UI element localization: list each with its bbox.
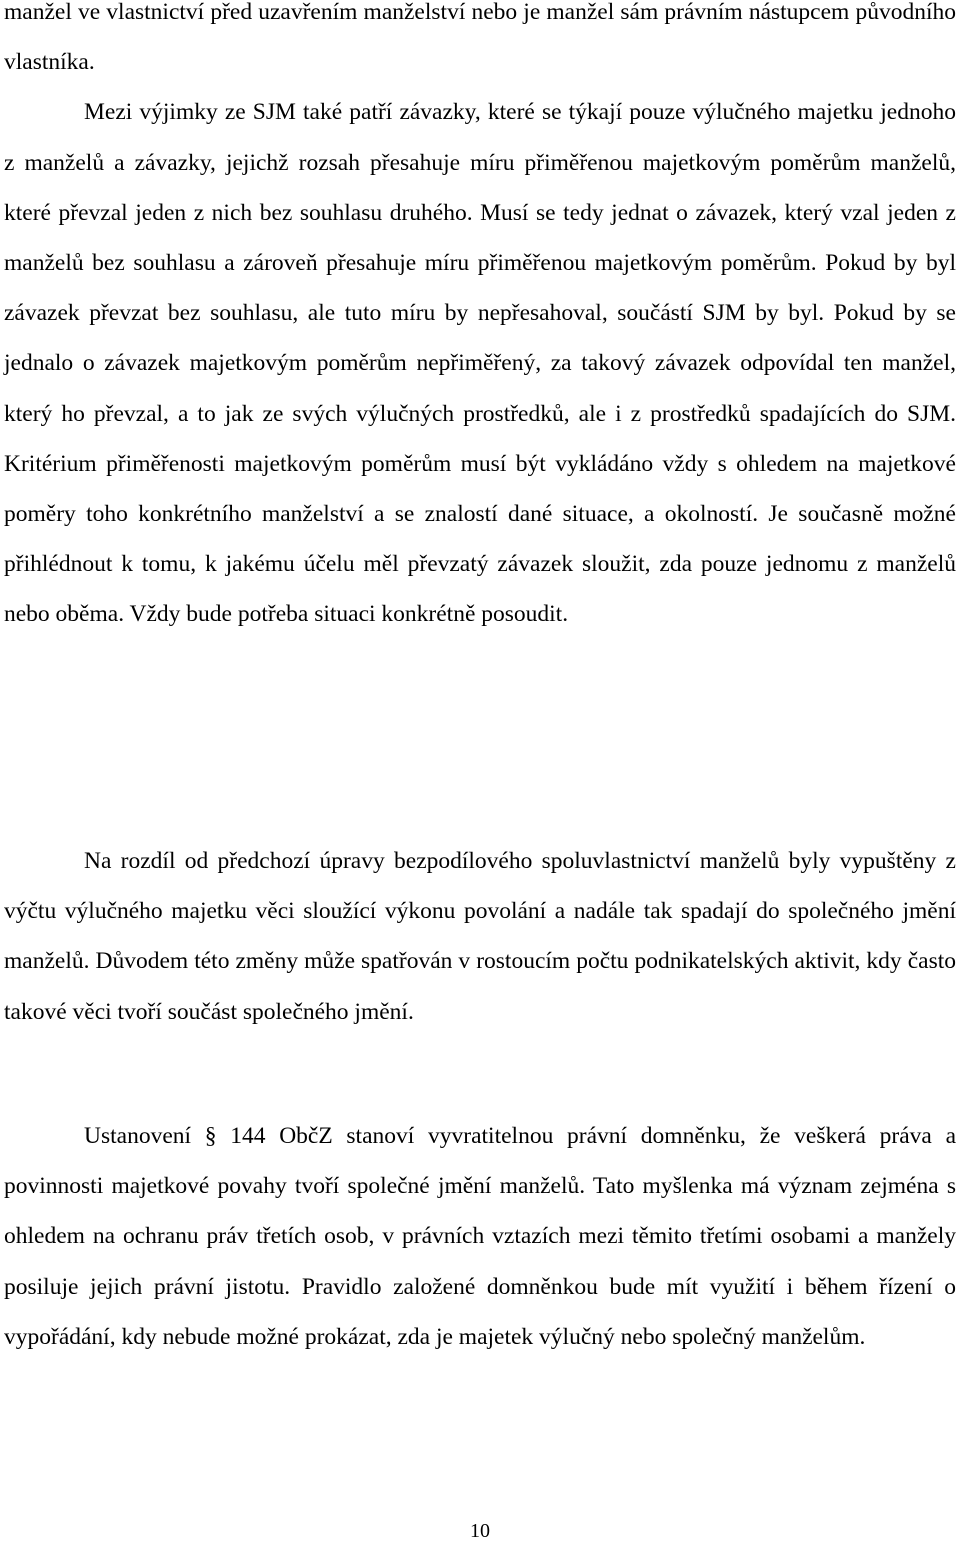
- text-block-2: [4, 836, 956, 1037]
- continuation-paragraph: manžel ve vlastnictví před uzavřením manželství nebo je manžel sám právním nástupcem původního vlastníka.: [4, 0, 956, 76]
- page-number: 10: [470, 1520, 490, 1542]
- text-block-1: [4, 0, 956, 640]
- paragraph-exceptions: Mezi výjimky ze SJM také patří závazky, které se týkají pouze výlučného majetku jednoho z manželů a závazky, jejichž rozsah přesahuje míru přiměřenou majetkovým poměrům manželů, které převzal jeden z nich bez souhlasu druhého. Musí se tedy jednat o závazek, který vzal jeden z manželů bez souhlasu a zároveň přesahuje míru přiměřenou majetkovým poměrům. Pokud by byl závazek převzat bez souhlasu, ale tuto míru by nepřesahoval, součástí SJM by byl. Pokud by se jednalo o závazek majetkovým poměrům nepřiměřený, za takový závazek odpovídal ten manžel, který ho převzal, a to jak ze svých výlučných prostředků, ale i z prostředků spadajících do SJM. Kritérium přiměřenosti majetkovým poměrům musí být vykládáno vždy s ohledem na majetkové poměry toho konkrétního manželství a se znalostí dané situace, a okolností. Je současně možné přihlédnout k tomu, k jakému účelu měl převzatý závazek sloužit, zda pouze jednomu z manželů nebo oběma. Vždy bude potřeba situaci konkrétně posoudit.: [4, 99, 956, 628]
- paragraph-presumption: Ustanovení § 144 ObčZ stanoví vyvratitelnou právní domněnku, že veškerá práva a povinnosti majetkové povahy tvoří společné jmění manželů. Tato myšlenka má význam zejména s ohledem na ochranu práv třetích osob, v právních vztazích mezi těmito třetími osobami a manžely posiluje jejich právní jistotu. Pravidlo založené domněnkou bude mít využití i během řízení o vypořádání, kdy nebude možné prokázat, zda je majetek výlučný nebo společný manželům.: [4, 1123, 956, 1350]
- paragraph-profession-items: Na rozdíl od předchozí úpravy bezpodílového spoluvlastnictví manželů byly vypuštěny z výčtu výlučného majetku věci sloužící výkonu povolání a nadále tak spadají do společného jmění manželů. Důvodem této změny může spatřován v rostoucím počtu podnikatelských aktivit, kdy často takové věci tvoří součást společného jmění.: [4, 848, 956, 1025]
- text-block-3: [4, 1111, 956, 1362]
